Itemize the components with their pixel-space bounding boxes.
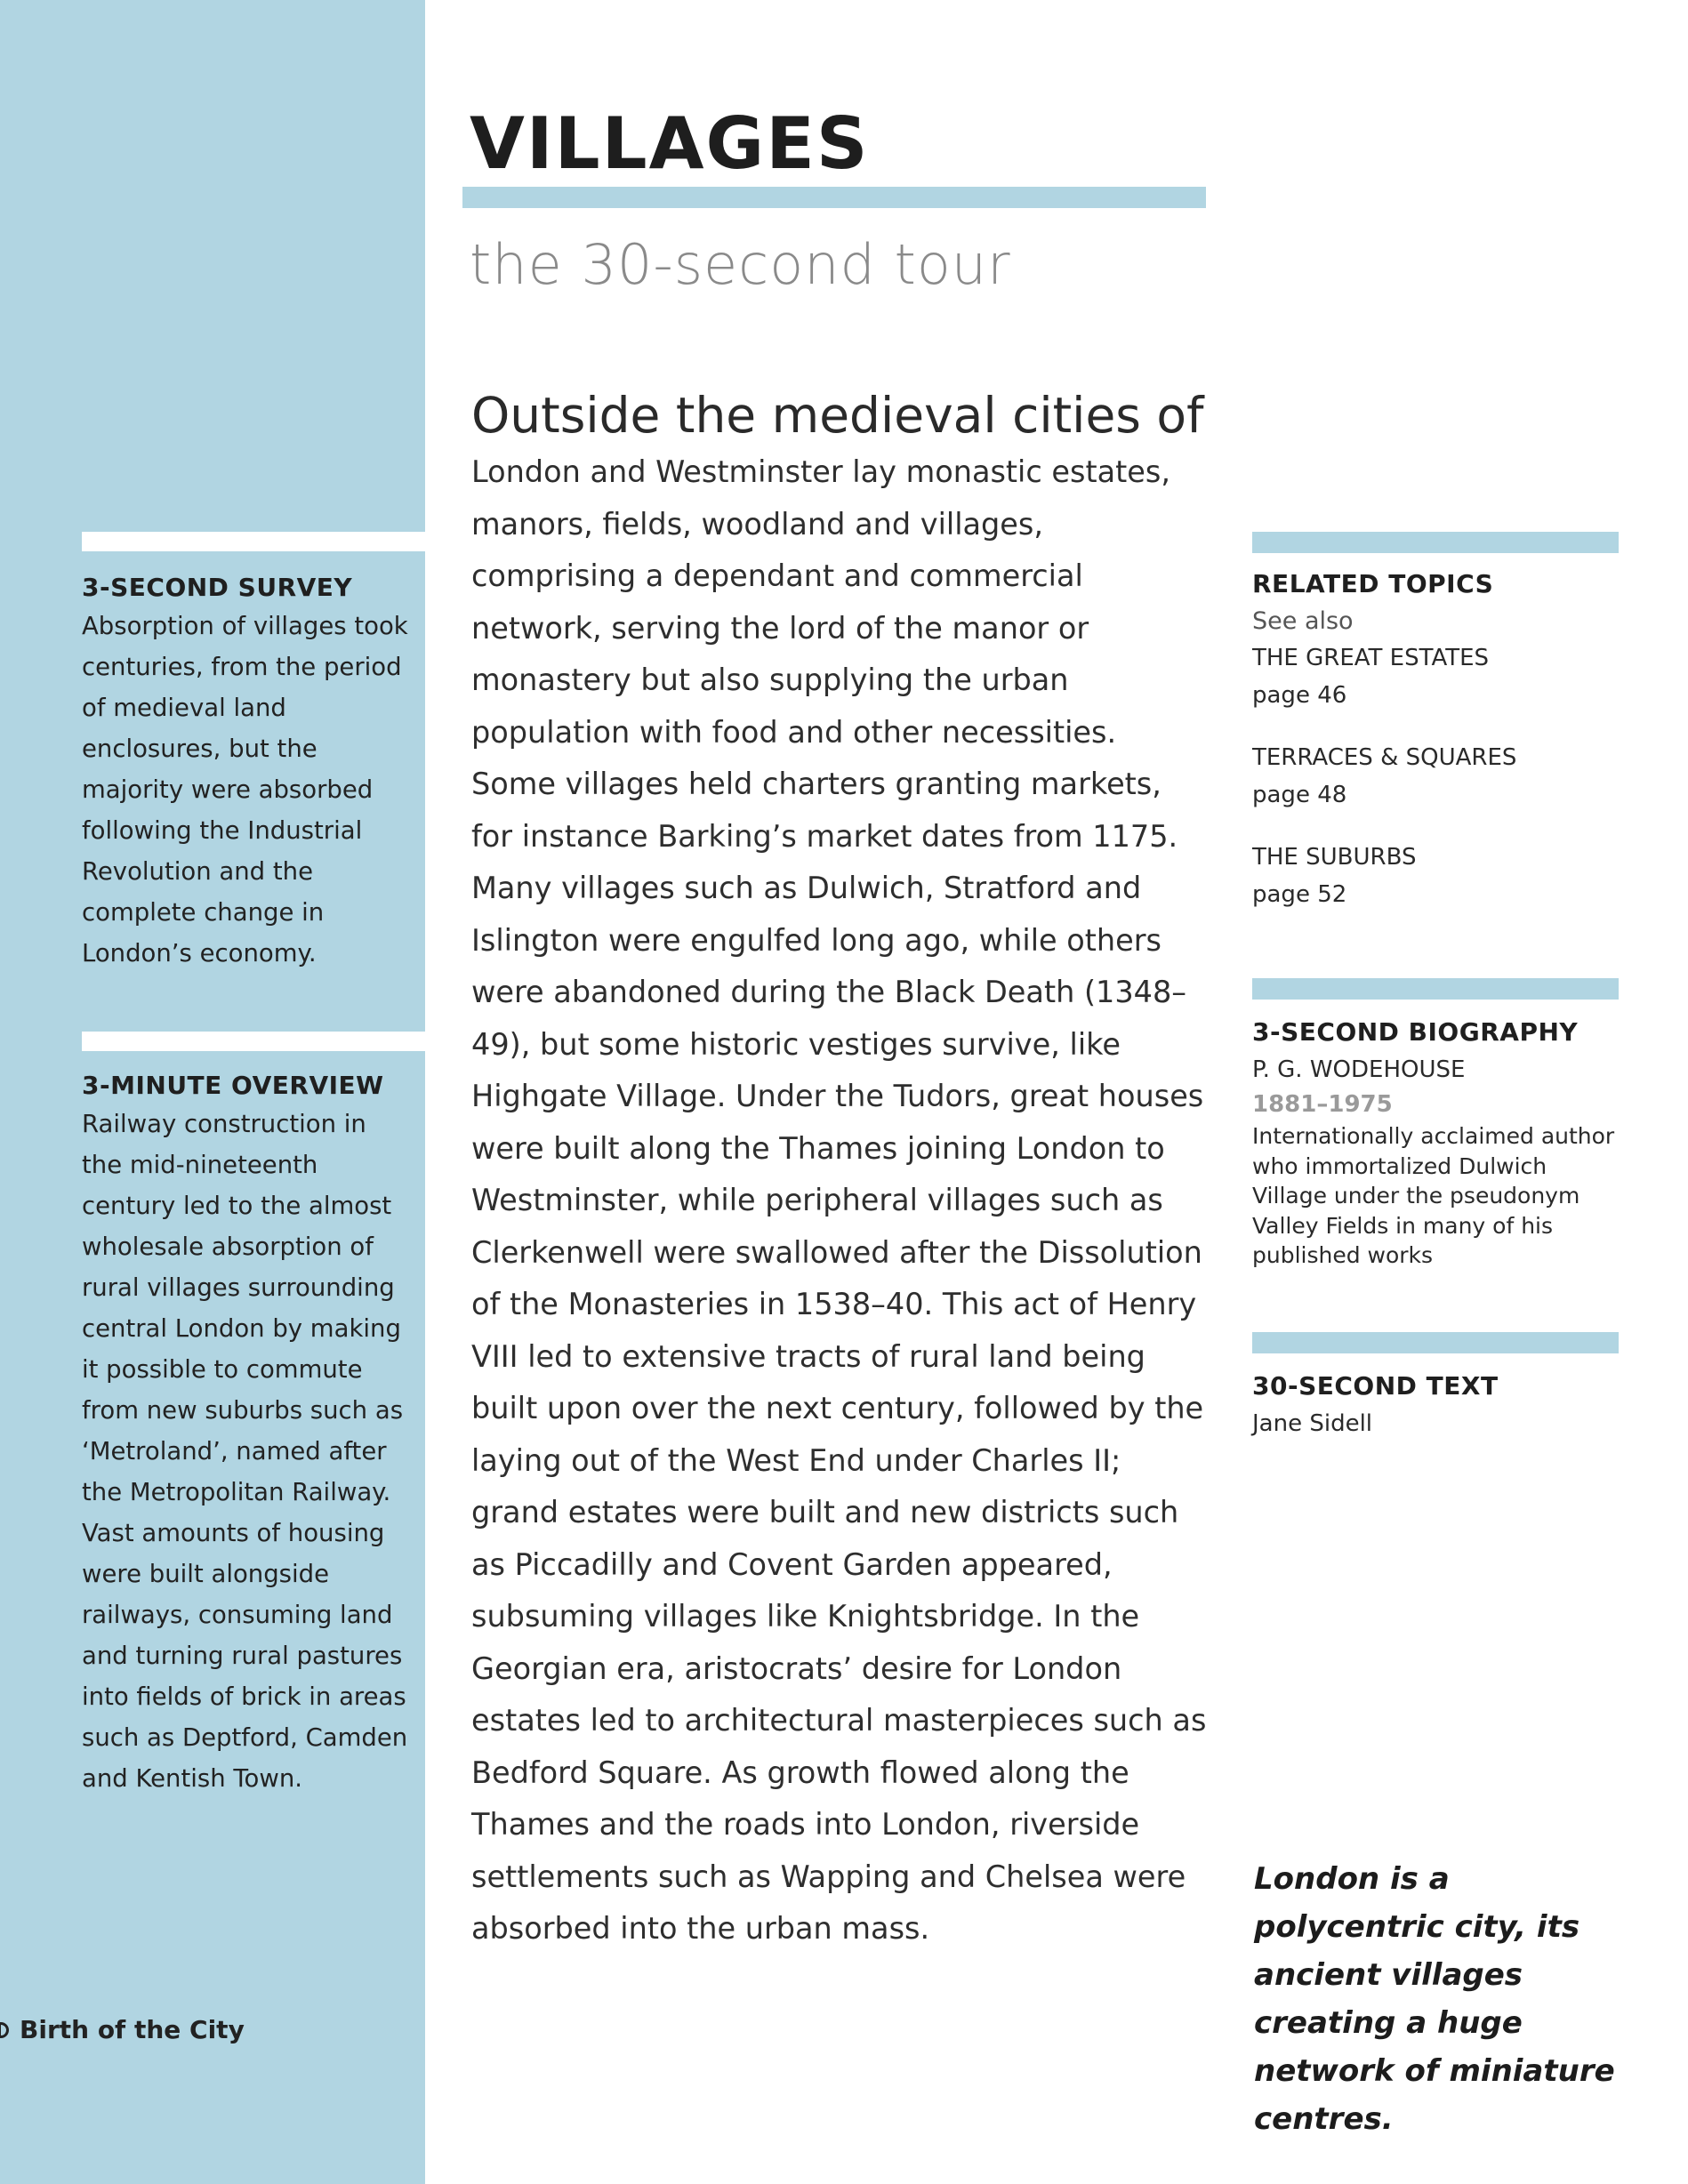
- related-topic-page: page 52: [1252, 881, 1347, 908]
- related-topic-name: THE SUBURBS: [1252, 844, 1417, 871]
- related-topics: [1252, 569, 1626, 938]
- related-topic-name: THE GREAT ESTATES: [1252, 645, 1490, 671]
- page-subtitle: the 30-second tour: [470, 232, 1011, 297]
- sidebar-rule-overview: [82, 1032, 425, 1051]
- sidebar-rule-survey: [82, 532, 425, 551]
- author-name: Jane Sidell: [1252, 1410, 1373, 1437]
- survey-heading: 3-SECOND SURVEY: [82, 573, 353, 602]
- related-topic-name: TERRACES & SQUARES: [1252, 744, 1517, 771]
- chapter-title: Birth of the City: [20, 2015, 245, 2044]
- see-also-label: See also: [1252, 607, 1354, 635]
- related-topic-page: page 48: [1252, 782, 1347, 808]
- page-title: VILLAGES: [470, 102, 870, 185]
- biography-dates: 1881–1975: [1252, 1091, 1393, 1118]
- biography-description: Internationally acclaimed author who immortalized Dulwich Village under the pseudonym Valley Fields in many of his published works: [1252, 1123, 1615, 1268]
- survey-text: Absorption of villages took centuries, from the period of medieval land enclosures, but the majority were absorbed following the Industrial Revolution and the complete change in London’s economy.: [82, 612, 408, 968]
- title-underline-bar: [462, 187, 1206, 208]
- three-second-biography: [1252, 1017, 1626, 1271]
- half-circle-icon: [0, 2022, 9, 2038]
- thirty-second-text: [1252, 1371, 1626, 1441]
- body-text: London and Westminster lay monastic estates, manors, fields, woodland and villages, comprising a dependant and commercial network, serving the lord of the manor or monastery but also supplying the urban population with food and other necessities. Some villages held charters granting markets, for instance Barking’s market dates from 1175. Many villages such as Dulwich, Stratford and Islington were engulfed long ago, while others were abandoned during the Black Death (1348–49), but some historic vestiges survive, like Highgate Village. Under the Tudors, great houses were built along the Thames joining London to Westminster, while peripheral villages such as Clerkenwell were swallowed after the Dissolution of the Monasteries in 1538–40. This act of Henry VIII led to extensive tracts of rural land being built upon over the next century, followed by the laying out of the West End under Charles II; grand estates were built and new districts such as Piccadilly and Covent Garden appeared, subsuming villages like Knightsbridge. In the Georgian era, aristocrats’ desire for London estates led to architectural masterpieces such as Bedford Square. As growth flowed along the Thames and the roads into London, riverside settlements such as Wapping and Chelsea were absorbed into the urban mass.: [471, 454, 1207, 1946]
- three-minute-overview: [82, 1071, 413, 1799]
- related-topics-bar: [1252, 532, 1619, 553]
- related-topic-page: page 46: [1252, 682, 1347, 709]
- overview-text: Railway construction in the mid-nineteenth century led to the almost wholesale absorption of rural villages surrounding central London by making it possible to commute from new suburbs such as ‘Metroland’, named after the Metropolitan Railway. Vast amounts of housing were built alongside railways, consuming land and turning rural pastures into fields of brick in areas such as Deptford, Camden and Kentish Town.: [82, 1110, 408, 1793]
- overview-heading: 3-MINUTE OVERVIEW: [82, 1071, 384, 1100]
- biography-heading: 3-SECOND BIOGRAPHY: [1252, 1017, 1579, 1047]
- biography-bar: [1252, 978, 1619, 1000]
- biography-name: P. G. WODEHOUSE: [1252, 1056, 1466, 1083]
- thirty-second-text-bar: [1252, 1332, 1619, 1353]
- thirty-second-text-heading: 30-SECOND TEXT: [1252, 1371, 1499, 1401]
- three-second-survey: [82, 573, 413, 974]
- lead-sentence: Outside the medieval cities of: [471, 387, 1204, 444]
- related-heading: RELATED TOPICS: [1252, 569, 1494, 598]
- pull-quote: London is a polycentric city, its ancient villages creating a huge network of miniature centres.: [1254, 1861, 1615, 2137]
- chapter-label: [0, 2015, 245, 2044]
